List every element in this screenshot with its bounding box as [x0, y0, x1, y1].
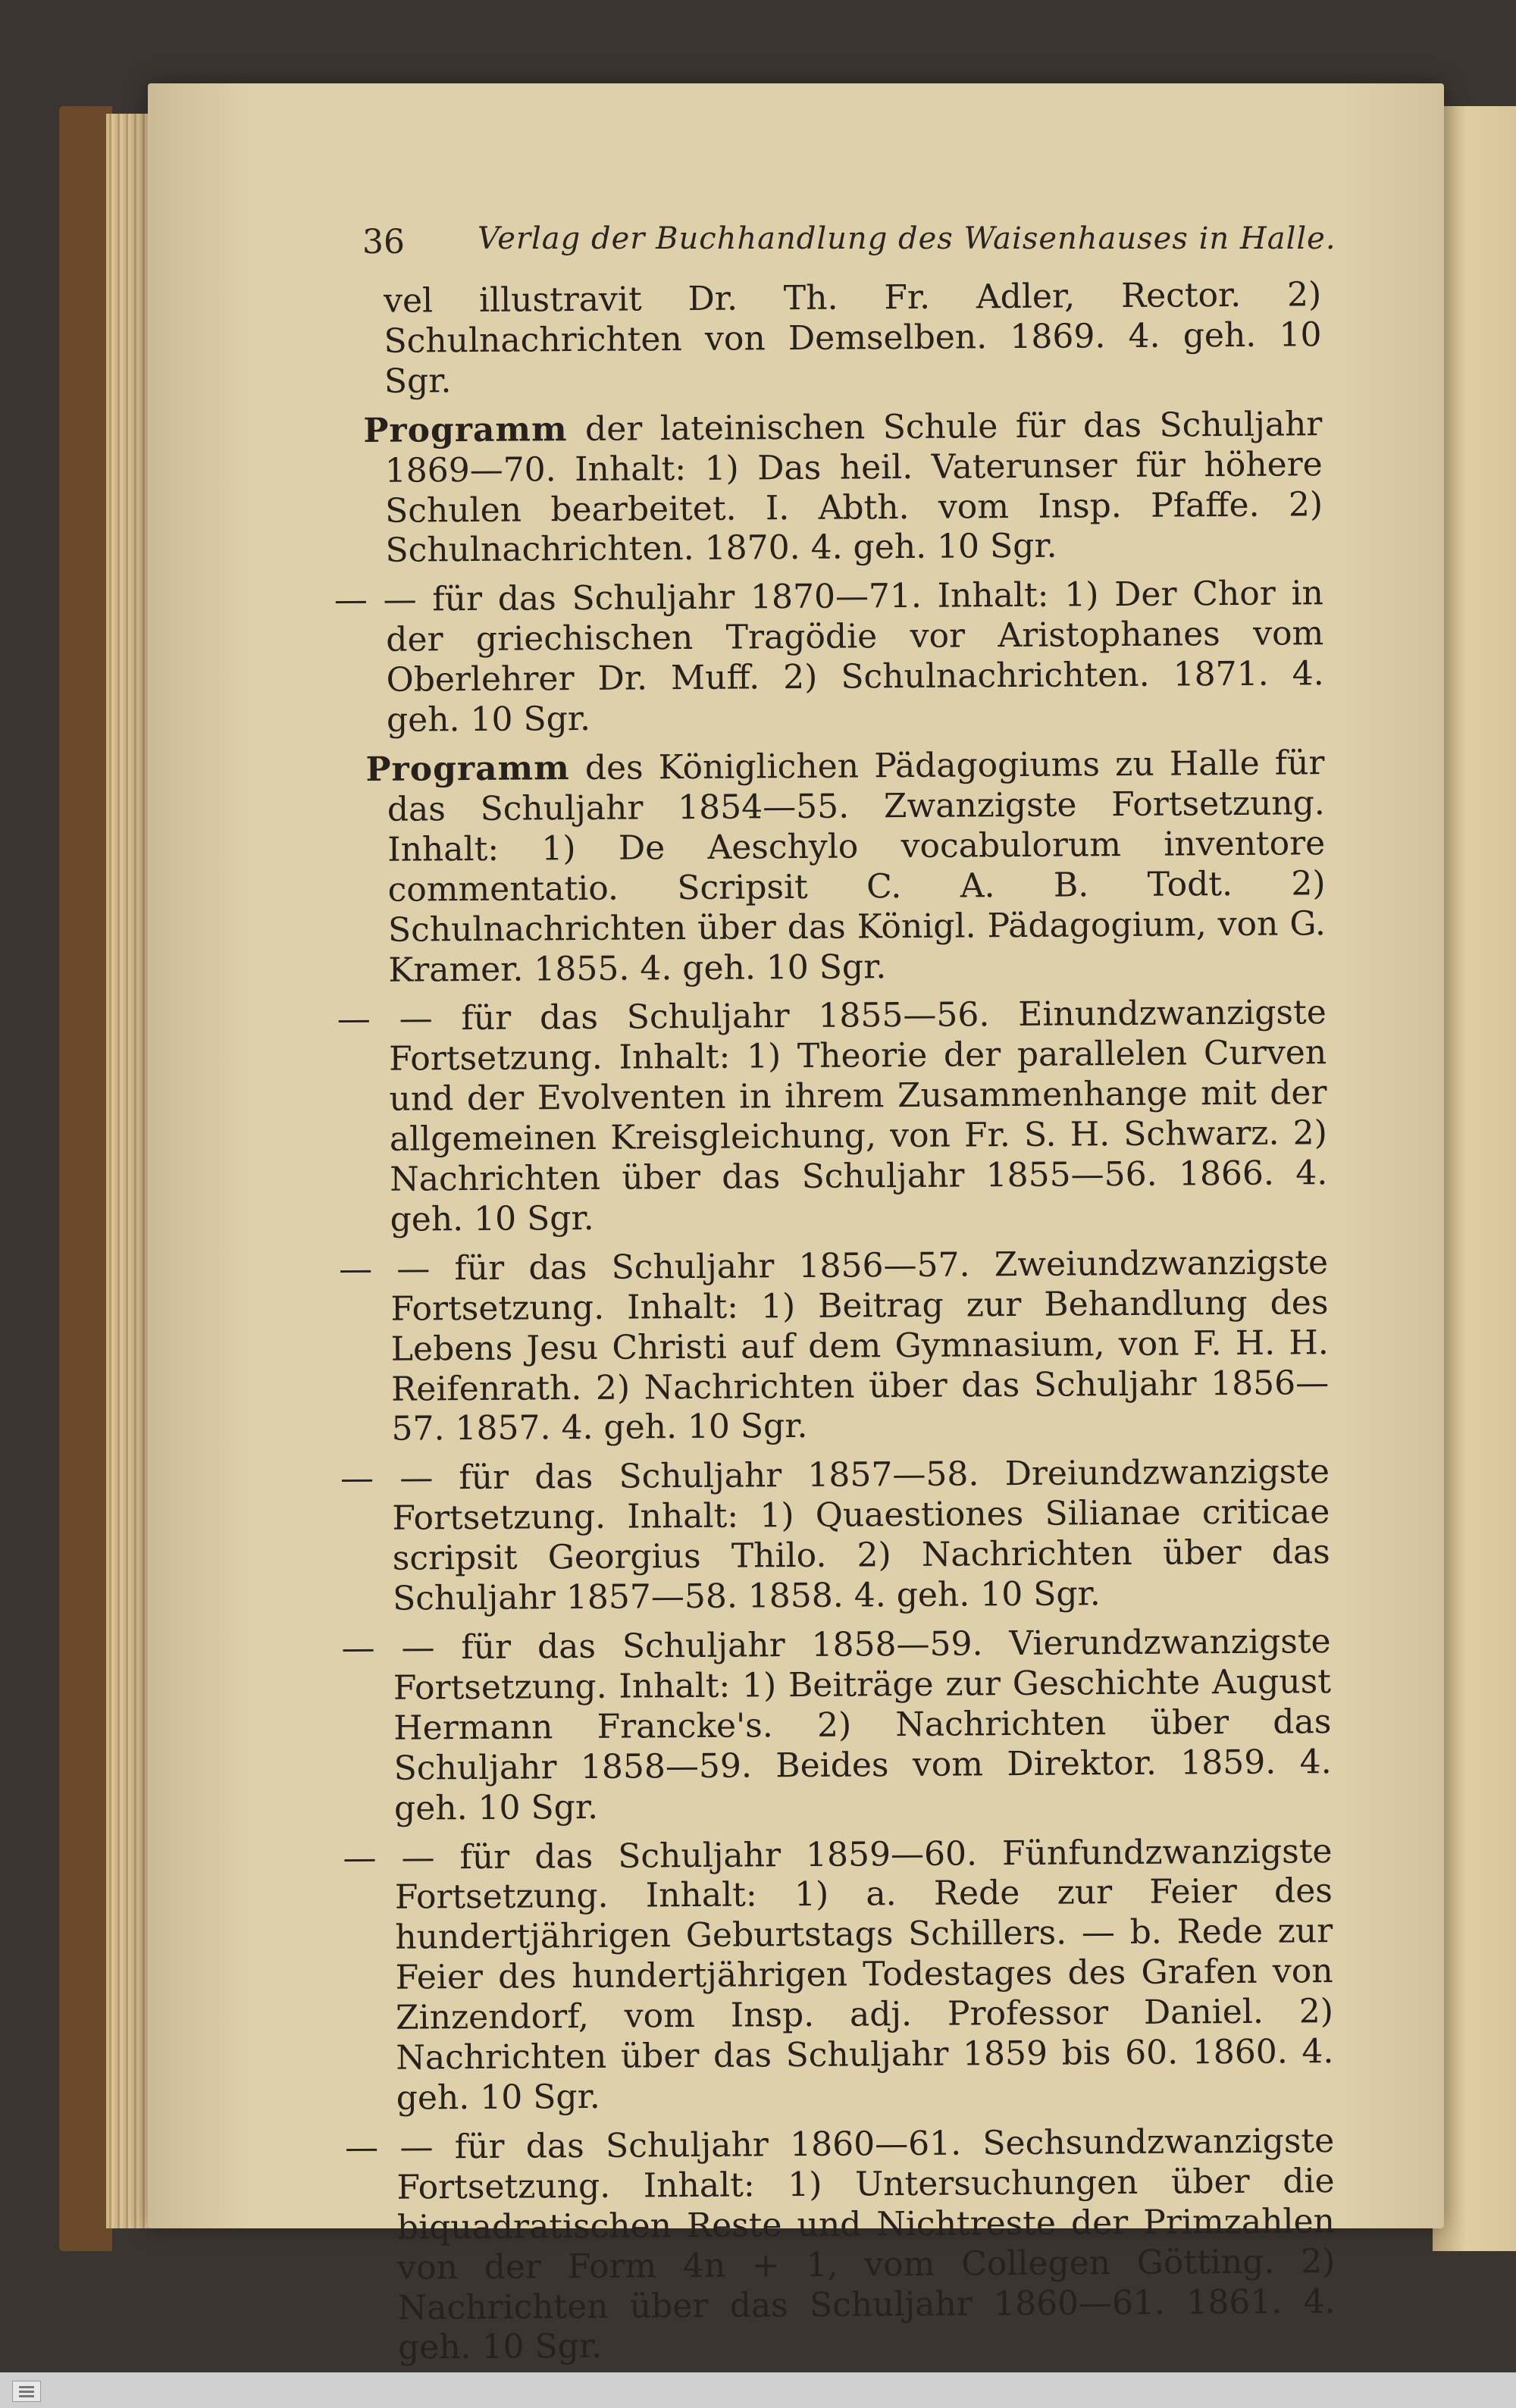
- entry-text: — — für das Schuljahr 1855—56. Einundzwanzigste Fortsetzung. Inhalt: 1) Theorie der parallelen Curven und der Evolventen in ihrem Zusammenhange mit der allgemeinen Kreisgleichung, von Fr. S. H. Schwarz. 2) Nachrichten über das Schuljahr 1855—56. 1866. 4. geh. 10 Sgr.: [337, 993, 1328, 1239]
- entry-text: — — für das Schuljahr 1856—57. Zweiundzwanzigste Fortsetzung. Inhalt: 1) Beitrag zur Behandlung des Lebens Jesu Christi auf dem Gymnasium, von F. H. H. Reifenrath. 2) Nachrichten über das Schuljahr 1856—57. 1857. 4. geh. 10 Sgr.: [338, 1242, 1330, 1449]
- entry-text: des Königlichen Pädagogiums zu Halle für das Schuljahr 1854—55. Zwanzigste Fortsetzung. Inhalt: 1) De Aeschylo vocabulorum inventore commentatio. Scripsit C. A. B. Todt. 2) Schulnachrichten über das Königl. Pädagogium, von G. Kramer. 1855. 4. geh. 10 Sgr.: [387, 744, 1326, 990]
- entry-keyword: Programm: [365, 749, 570, 789]
- catalog-entry: [343, 1831, 1334, 2119]
- entry-text: vel illustravit Dr. Th. Fr. Adler, Rector. 2) Schulnachrichten von Demselben. 1869. 4. geh. 10 Sgr.: [383, 275, 1322, 401]
- facing-page-edge: [1433, 106, 1516, 2251]
- running-head: Verlag der Buchhandlung des Waisenhauses in Halle.: [478, 221, 1336, 256]
- entry-text: — — für das Schuljahr 1858—59. Vierundzwanzigste Fortsetzung. Inhalt: 1) Beiträge zur Geschichte August Hermann Francke's. 2) Nachrichten über das Schuljahr 1858—59. Beides vom Direktor. 1859. 4. geh. 10 Sgr.: [341, 1622, 1332, 1828]
- page-number: 36: [362, 223, 405, 261]
- entry-keyword: Programm: [363, 409, 568, 450]
- catalog-entry: [338, 1242, 1330, 1450]
- entry-text: der lateinischen Schule für das Schuljahr 1869—70. Inhalt: 1) Das heil. Vaterunser für höhere Schulen bearbeitet. I. Abth. vom Insp. Pfaffe. 2) Schulnachrichten. 1870. 4. geh. 10 Sgr.: [384, 404, 1323, 571]
- catalog-entry: [340, 1452, 1330, 1620]
- entry-text: — — für das Schuljahr 1870—71. Inhalt: 1) Der Chor in der griechischen Tragödie vor Aristophanes vom Oberlehrer Dr. Muff. 2) Schulnachrichten. 1871. 4. geh. 10 Sgr.: [334, 574, 1324, 740]
- viewer-bottom-bar: [0, 2372, 1516, 2408]
- entry-text: — — für das Schuljahr 1860—61. Sechsundzwanzigste Fortsetzung. Inhalt: 1) Untersuchungen über die biquadratischen Reste und Nichtreste der Primzahlen von der Form 4n + 1, vom Collegen Götting. 2) Nachrichten über das Schuljahr 1860—61. 1861. 4. geh. 10 Sgr.: [345, 2121, 1336, 2368]
- entry-text: — — für das Schuljahr 1857—58. Dreiundzwanzigste Fortsetzung. Inhalt: 1) Quaestiones Silianae criticae scripsit Georgius Thilo. 2) Nachrichten über das Schuljahr 1857—58. 1858. 4. geh. 10 Sgr.: [340, 1452, 1330, 1618]
- catalog-entry: [345, 2121, 1336, 2369]
- catalog-entry: [341, 1622, 1332, 1829]
- page-header: [362, 217, 1378, 262]
- catalog-entry: [337, 993, 1328, 1241]
- entry-text: — — für das Schuljahr 1859—60. Fünfundzwanzigste Fortsetzung. Inhalt: 1) a. Rede zur Feier des hundertjährigen Geburtstags Schillers. — b. Rede zur Feier des hundertjährigen Todestages des Grafen von Zinzendorf, vom Insp. adj. Professor Daniel. 2) Nachrichten über das Schuljahr 1859 bis 60. 1860. 4. geh. 10 Sgr.: [343, 1831, 1334, 2118]
- library-logo-icon: [12, 2381, 41, 2402]
- catalog-entry: [365, 744, 1326, 991]
- book-cover-edge: [59, 106, 112, 2251]
- catalog-text: [334, 275, 1336, 2378]
- catalog-entry: [362, 275, 1322, 402]
- catalog-entry: [334, 574, 1324, 741]
- catalog-entry: [363, 405, 1323, 571]
